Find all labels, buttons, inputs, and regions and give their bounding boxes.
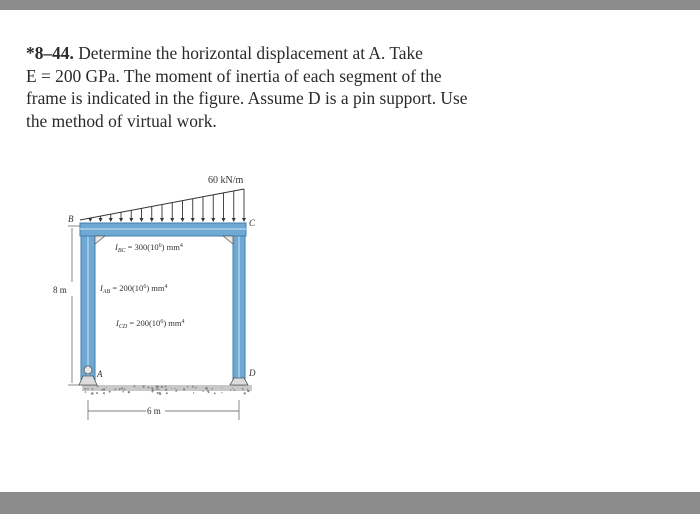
ground-dot — [152, 389, 154, 391]
dim-width-label: 6 m — [147, 406, 161, 416]
ground-dot — [243, 390, 244, 391]
ground-dot — [171, 388, 172, 389]
roller-wheel — [84, 366, 92, 374]
ground-dot — [157, 392, 159, 394]
moment-ab-label: $I_{AB} = 200(10^6)$ $mm^4$ — [100, 283, 168, 295]
ground-dot — [97, 386, 98, 387]
ground — [82, 385, 252, 395]
load-arrow-head — [222, 218, 226, 222]
ground-dot — [101, 389, 103, 391]
load-arrow-head — [232, 218, 236, 222]
load-arrow-head — [191, 218, 195, 222]
ground-dot — [103, 388, 106, 391]
ground-dot — [103, 392, 105, 394]
ground-dot — [221, 392, 222, 393]
ground-dot — [92, 388, 94, 390]
ground-dot — [164, 386, 166, 388]
ground-dot — [159, 393, 161, 395]
load-arrow-head — [140, 218, 144, 222]
joint-c-gusset — [223, 236, 233, 244]
ground-dot — [212, 388, 214, 390]
ground-dot — [106, 387, 107, 388]
ground-dot — [84, 388, 86, 390]
ground-dot — [133, 385, 135, 387]
load-arrow-head — [88, 218, 92, 222]
load-arrow-head — [150, 218, 154, 222]
ground-dot — [202, 390, 203, 391]
bottom-bar — [0, 492, 700, 514]
ground-dot — [205, 387, 207, 389]
ground-dot — [234, 389, 236, 391]
dimension-height — [53, 226, 80, 385]
ground-dot — [142, 385, 144, 387]
ground-dot — [148, 386, 150, 388]
load-arrows — [88, 189, 246, 222]
node-label-d: D — [249, 368, 256, 378]
load-arrow-head — [181, 218, 185, 222]
ground-dot — [174, 388, 175, 389]
ground-dot — [114, 388, 116, 390]
load-arrow-head — [109, 218, 113, 222]
problem-line-2: E = 200 GPa. The moment of inertia of each segment of the — [26, 65, 442, 86]
distributed-load — [80, 189, 246, 222]
load-arrow-head — [170, 218, 174, 222]
ground-dot — [232, 388, 233, 389]
load-arrow-head — [211, 218, 215, 222]
ground-dot — [248, 391, 249, 392]
node-label-a: A — [97, 369, 103, 379]
load-label: 60 kN/m — [208, 175, 244, 186]
problem-line-1: *8–44. Determine the horizontal displacement at A. Take — [26, 43, 423, 63]
ground-dot — [192, 386, 193, 387]
ground-dot — [161, 386, 163, 388]
ground-dot — [230, 389, 231, 390]
ground-dot — [214, 392, 216, 394]
ground-dot — [208, 391, 210, 393]
dim-height-label: 8 m — [53, 285, 67, 295]
ground-dot — [121, 387, 123, 389]
problem-line-4: the method of virtual work. — [26, 110, 217, 131]
ground-dot — [124, 389, 126, 391]
ground-dot — [109, 391, 111, 393]
ground-dot — [87, 388, 89, 390]
ground-dot — [128, 391, 130, 393]
ground-dot — [165, 388, 167, 390]
ground-dot — [123, 391, 124, 392]
ground-dot — [156, 388, 158, 390]
ground-dot — [85, 391, 87, 393]
node-label-c: C — [249, 218, 256, 228]
ground-dot — [97, 393, 98, 394]
ground-dot — [156, 385, 159, 388]
joint-b-gusset — [95, 236, 105, 244]
load-arrow-head — [201, 218, 205, 222]
node-label-b: B — [68, 214, 74, 224]
load-arrow-head — [242, 218, 246, 222]
ground-dot — [176, 389, 177, 390]
load-arrow-head — [129, 218, 133, 222]
moment-cd-label: $I_{CD} = 200(10^6)$ $mm^4$ — [116, 318, 185, 330]
ground-dot — [244, 392, 246, 394]
ground-dot — [119, 388, 121, 390]
problem-line-3: frame is indicated in the figure. Assume D is a pin support. Use — [26, 88, 468, 108]
ground-dot — [158, 389, 159, 390]
ground-dot — [187, 386, 189, 388]
ground-dot — [175, 390, 177, 392]
problem-number: *8–44. — [26, 43, 74, 63]
moment-bc-label: $I_{BC} = 300(10^6)$ $mm^4$ — [115, 242, 183, 254]
load-arrow-head — [119, 218, 123, 222]
ground-dot — [183, 388, 185, 390]
ground-dot — [91, 392, 94, 395]
ground-dot — [196, 387, 197, 388]
load-arrow-head — [99, 218, 103, 222]
dimension-width — [88, 400, 239, 420]
ground-dot — [166, 392, 168, 394]
ground-dot — [221, 387, 222, 388]
load-arrow-head — [160, 218, 164, 222]
ground-dot — [242, 388, 244, 390]
ground-dot — [193, 392, 194, 393]
